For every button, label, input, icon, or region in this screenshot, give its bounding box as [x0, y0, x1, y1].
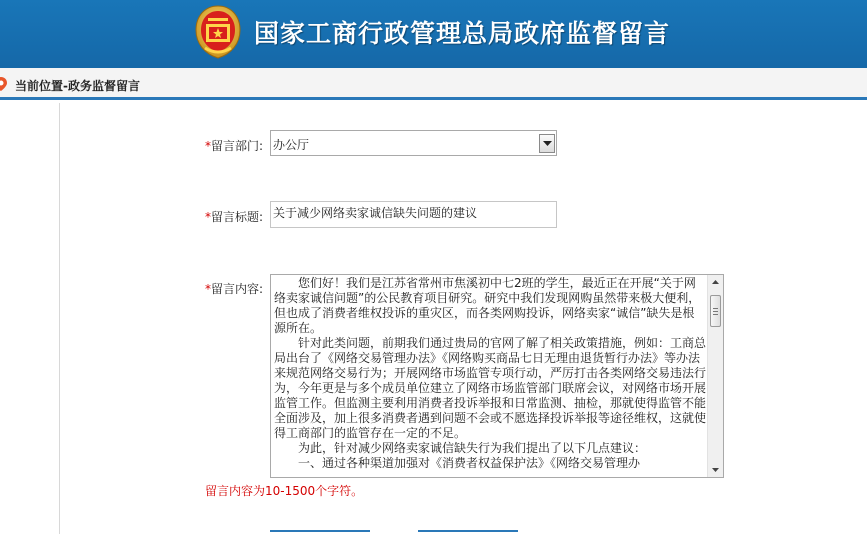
content-text: [274, 276, 706, 471]
site-title: 国家工商行政管理总局政府监督留言: [254, 19, 671, 48]
content-paragraph: 为此，针对减少网络卖家诚信缺失行为我们提出了以下几点建议：: [298, 441, 647, 455]
submit-button[interactable]: [270, 530, 370, 536]
site-header: [0, 0, 867, 68]
dropdown-arrow-button[interactable]: [539, 134, 555, 153]
scrollbar-thumb[interactable]: [710, 295, 721, 327]
department-select[interactable]: [270, 130, 557, 156]
scroll-down-arrow-icon[interactable]: [708, 462, 723, 477]
content-length-hint: 留言内容为10-1500个字符。: [205, 484, 364, 498]
national-emblem-icon: [193, 4, 243, 60]
content-label: *留言内容:: [205, 282, 264, 296]
department-selected-value: 办公厅: [273, 138, 310, 152]
location-pin-icon: [0, 76, 8, 92]
required-mark: *: [205, 282, 211, 296]
department-label: *留言部门:: [205, 139, 264, 153]
subject-input[interactable]: 关于减少网络卖家诚信缺失问题的建议: [270, 201, 557, 228]
content-paragraph: 一、通过各种渠道加强对《消费者权益保护法》《网络交易管理办: [298, 456, 641, 470]
subject-label: *留言标题:: [205, 210, 264, 224]
required-mark: *: [205, 139, 211, 153]
content-paragraph: 针对此类问题，前期我们通过贵局的官网了解了相关政策措施，例如：工商总局出台了《网络交易管理办法》《网络购买商品七日无理由退货暂行办法》等办法来规范网络交易行为；开展网络市场监管专项行动，严厉打击各类网络交易违法行为，今年更是与多个成员单位建立了网络市场监管部门联席会议，对网络市场开展监管工作。但监测主要利用消费者投诉举报和日常监测、抽检，那就使得监管不能全面涉及，加上很多消费者遇到问题不会或不愿选择投诉举报等途径维权，这就使得工商部门的监管存在一定的不足。: [274, 336, 707, 440]
required-mark: *: [205, 210, 211, 224]
chevron-down-icon: [543, 141, 552, 147]
content-divider: [59, 103, 60, 534]
content-paragraph: 您们好！我们是江苏省常州市焦溪初中七2班的学生，最近正在开展“关于网络卖家诚信问题”的公民教育项目研究。研究中我们发现网购虽然带来极大便利，但也成了消费者维权投诉的重灾区，而各类网购投诉，网络卖家“诚信”缺失是根源所在。: [274, 276, 701, 335]
vertical-scrollbar[interactable]: [707, 275, 723, 477]
breadcrumb: 当前位置-政务监督留言: [15, 79, 140, 93]
reset-button[interactable]: [418, 530, 518, 536]
breadcrumb-bar: [0, 68, 867, 100]
scroll-up-arrow-icon[interactable]: [708, 275, 723, 290]
content-textarea[interactable]: [270, 274, 724, 478]
